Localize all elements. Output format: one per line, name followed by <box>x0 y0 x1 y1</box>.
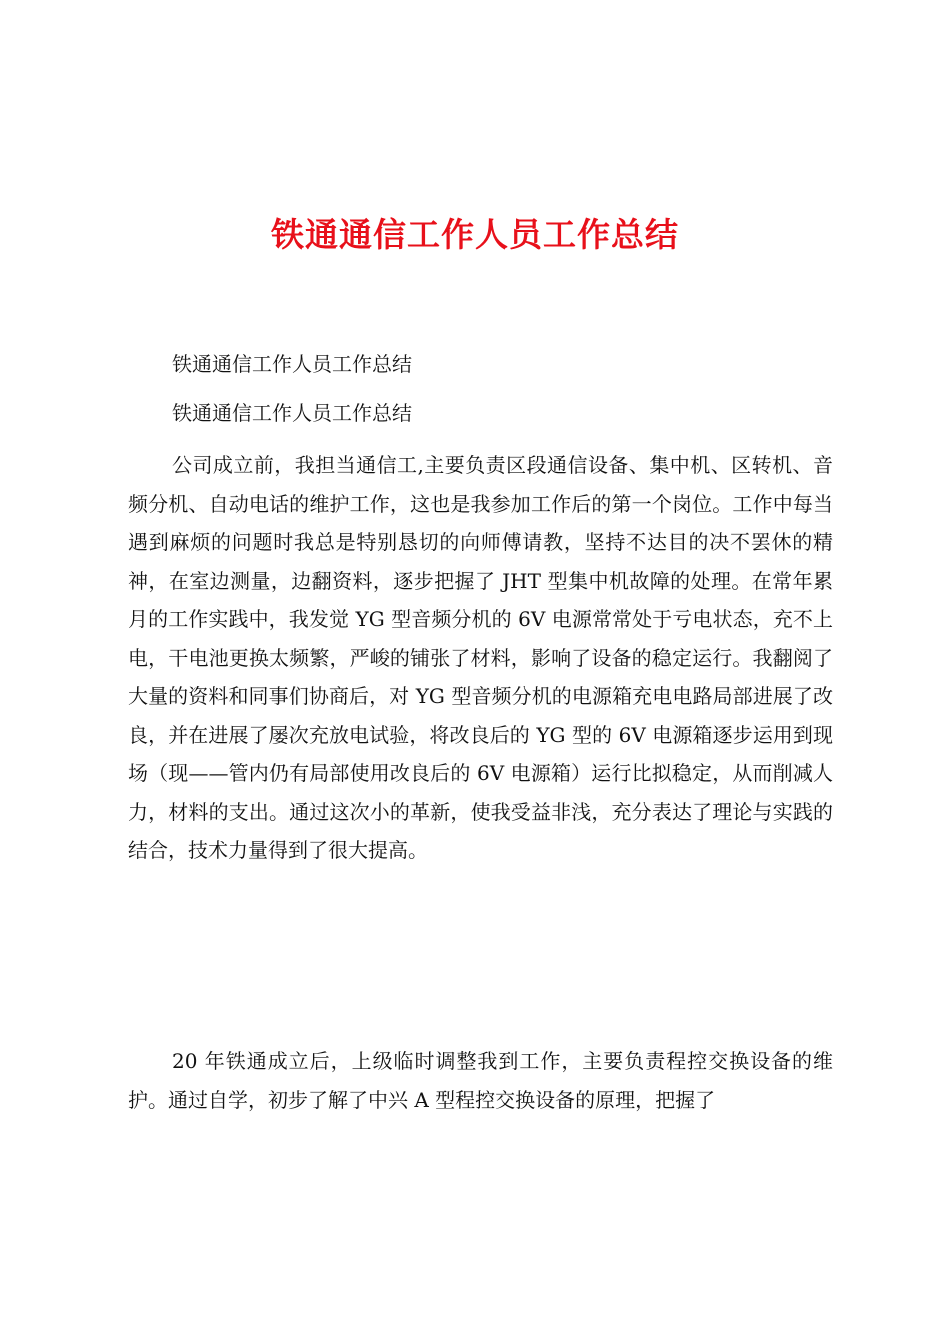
document-title: 铁通通信工作人员工作总结 <box>271 215 679 254</box>
paragraph-body-2: 20 年铁通成立后，上级临时调整我到工作，主要负责程控交换设备的维护。通过自学，初步了解了中兴 A 型程控交换设备的原理，把握了 <box>128 1049 833 1112</box>
paragraph-subtitle-1: 铁通通信工作人员工作总结 <box>172 352 412 376</box>
paragraph-body-1: 公司成立前，我担当通信工,主要负责区段通信设备、集中机、区转机、音频分机、自动电话的维护工作，这也是我参加工作后的第一个岗位。工作中每当遇到麻烦的问题时我总是特别恳切的向师傅请教，坚持不达目的决不罢休的精神，在室边测量，边翻资料，逐步把握了 JHT 型集中机故障的处理。在常年累月的工作实践中，我发觉 YG 型音频分机的 6V 电源常常处于亏电状态，充不上电，干电池更换太频繁，严峻的铺张了材料，影响了设备的稳定运行。我翻阅了大量的资料和同事们协商后，对 YG 型音频分机的电源箱充电电路局部进展了改良，并在进展了屡次充放电试验，将改良后的 YG 型的 6V 电源箱逐步运用到现场（现——管内仍有局部使用改良后的 6V 电源箱）运行比拟稳定，从而削减人力，材料的支出。通过这次小的革新，使我受益非浅，充分表达了理论与实践的结合，技术力量得到了很大提高。 <box>128 453 833 862</box>
paragraph-subtitle-2: 铁通通信工作人员工作总结 <box>172 401 412 425</box>
